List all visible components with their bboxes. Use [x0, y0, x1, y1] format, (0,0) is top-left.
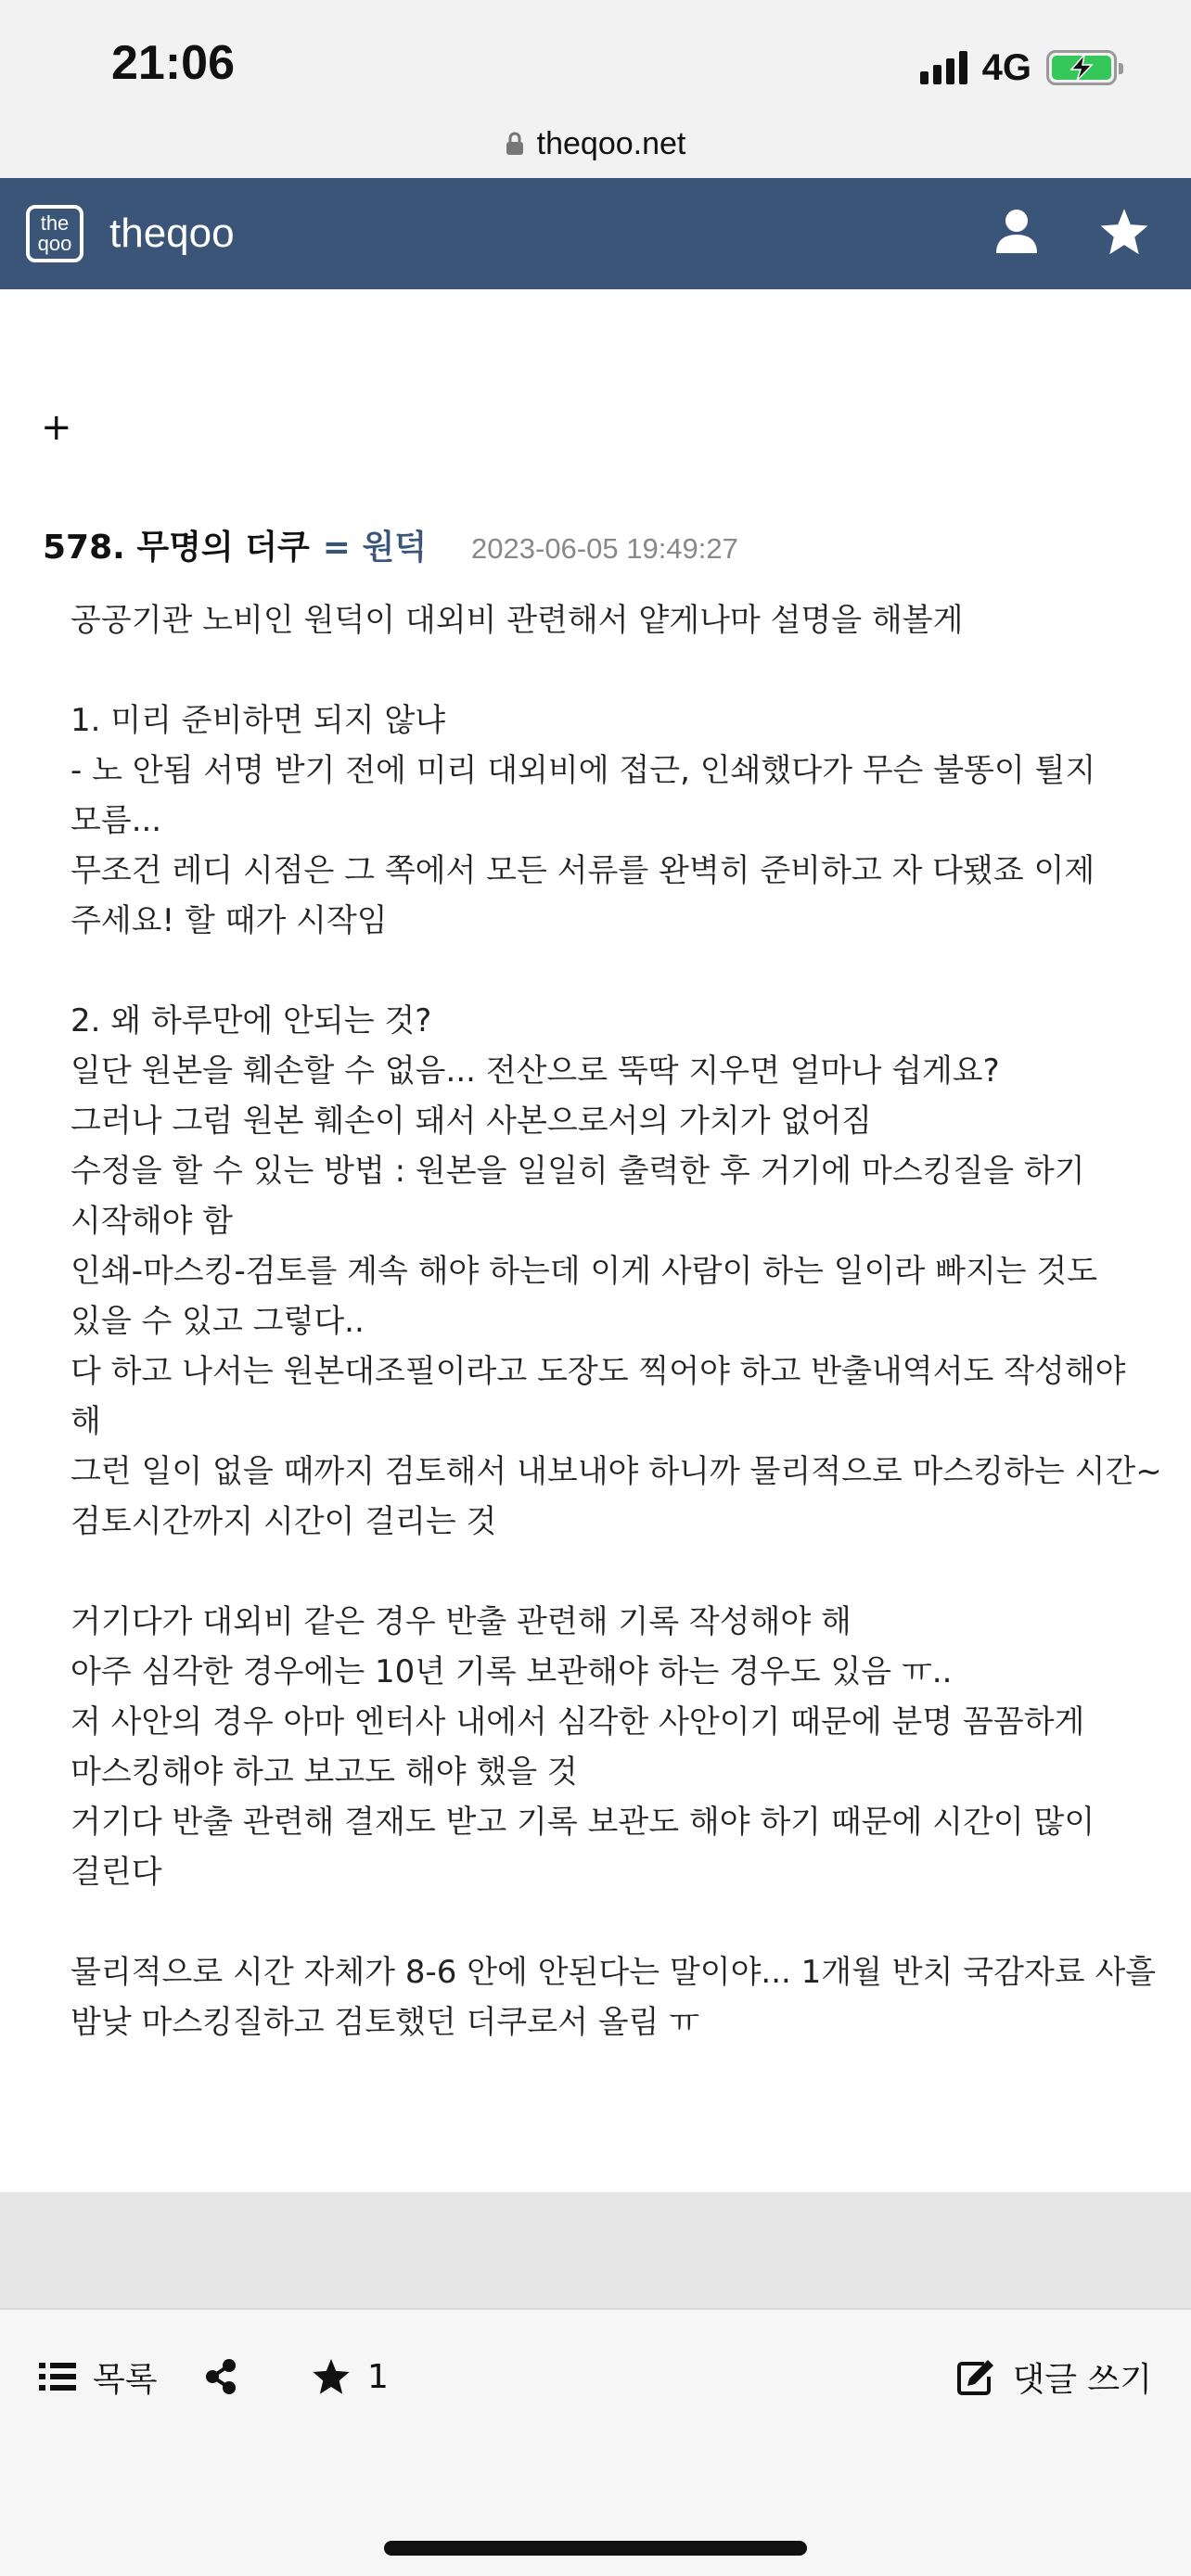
user-icon[interactable]: [991, 206, 1043, 258]
bottom-toolbar: [0, 2310, 1191, 2440]
site-name[interactable]: theqoo: [109, 210, 235, 256]
edit-icon: [956, 2358, 995, 2395]
star-icon: [312, 2358, 351, 2395]
comment-author: 578. 무명의 더쿠: [43, 529, 310, 567]
status-bar: [0, 0, 1191, 109]
site-header: [0, 178, 1191, 289]
list-icon: [39, 2361, 76, 2392]
status-time: 21:06: [111, 36, 235, 90]
lock-icon: [506, 132, 524, 156]
status-indicators: [920, 45, 1117, 91]
share-icon: [204, 2358, 237, 2395]
list-button[interactable]: [39, 2351, 158, 2403]
logo-text-top: the: [40, 211, 70, 235]
home-indicator[interactable]: [384, 2541, 807, 2556]
list-label: 목록: [93, 2360, 158, 2399]
write-comment-label: 댓글 쓰기: [1012, 2360, 1152, 2399]
comment-tag: = 원덕: [322, 529, 428, 567]
site-logo[interactable]: [26, 205, 83, 262]
signal-icon: [920, 51, 967, 84]
address-bar[interactable]: [0, 109, 1191, 178]
battery-icon: [1046, 50, 1117, 85]
comment-section: [0, 289, 1191, 2192]
favorite-button[interactable]: [312, 2351, 389, 2403]
expand-plus-icon[interactable]: +: [41, 406, 72, 449]
comment-body: 공공기관 노비인 원덕이 대외비 관련해서 얕게나마 설명을 해볼게 1. 미리 준비하면 되지 않냐 - 노 안됨 서명 받기 전에 미리 대외비에 접근, 인쇄했다가 무슨 불똥이 튈지 모름... 무조건 레디 시점은 그 쪽에서 모든 서류를 완벽히 준비하고 자 다됐죠 이제 주세요! 할 때가 시작임 2. 왜 하루만에 안되는 것? 일단 원본을 훼손할 수 없음... 전산으로 뚝딱 지우면 얼마나 쉽게요? 그러나 그럼 원본 훼손이 돼서 사본으로서의 가치가 없어짐 수정을 할 수 있는 방법 : 원본을 일일히 출력한 후 거기에 마스킹질을 하기 시작해야 함 인쇄-마스킹-검토를 계속 해야 하는데 이게 사람이 하는 일이라 빠지는 것도 있을 수 있고 그렇다.. 다 하고 나서는 원본대조필이라고 도장도 찍어야 하고 반출내역서도 작성해야 해 그런 일이 없을 때까지 검토해서 내보내야 하니까 물리적으로 마스킹하는 시간~검토시간까지 시간이 걸리는 것 거기다가 대외비 같은 경우 반출 관련해 기록 작성해야 해 아주 심각한 경우에는 10년 기록 보관해야 하는 경우도 있음 ㅠ.. 저 사안의 경우 아마 엔터사 내에서 심각한 사안이기 때문에 분명 꼼꼼하게 마스킹해야 하고 보고도 해야 했을 것 거기다 반출 관련해 결재도 받고 기록 보관도 해야 하기 때문에 시간이 많이 걸린다 물리적으로 시간 자체가 8-6 안에 안된다는 말이야... 1개월 반치 국감자료 사흘 밤낮 마스킹질하고 검토했던 더쿠로서 올림 ㅠ: [70, 602, 1162, 2041]
share-button[interactable]: [204, 2351, 237, 2403]
write-comment-button[interactable]: [956, 2351, 1152, 2403]
url-text[interactable]: theqoo.net: [536, 125, 686, 161]
separator-band: [0, 2192, 1191, 2308]
comment-date: 2023-06-05 19:49:27: [471, 532, 738, 565]
logo-text-bottom: qoo: [37, 232, 72, 255]
comment-header: [43, 521, 738, 577]
star-icon[interactable]: [1098, 206, 1150, 258]
favorite-count: 1: [367, 2357, 389, 2396]
network-type: 4G: [981, 46, 1031, 88]
